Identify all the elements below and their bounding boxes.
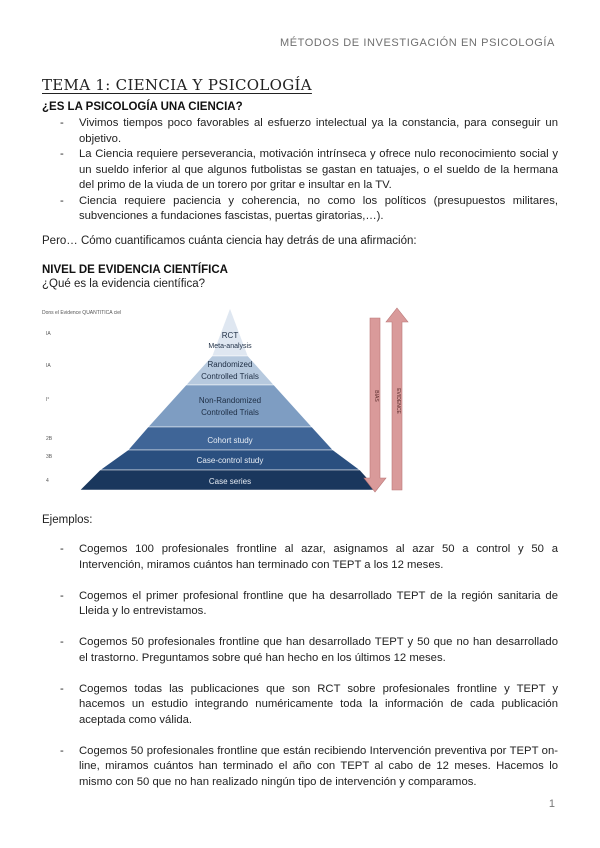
figure-caption: Dons el Evidence QUANTITICA ciel — [42, 310, 122, 316]
tier-label-rct: RCT — [221, 331, 239, 340]
examples-heading: Ejemplos: — [42, 514, 93, 526]
list-item: - Cogemos el primer profesional frontline que ha desarrollado TEPT de la región sanitaria de Lleida y lo entrevistamos. — [42, 589, 558, 620]
tier-sublabel-randomized: Controlled Trials — [201, 372, 259, 381]
level-code-5: 3B — [46, 454, 53, 460]
page-title: TEMA 1: CIENCIA Y PSICOLOGÍA — [42, 76, 312, 94]
level-code-1: IA — [46, 331, 51, 337]
section-heading-evidence: NIVEL DE EVIDENCIA CIENTÍFICA — [42, 264, 228, 276]
tier-sublabel-non-randomized: Controlled Trials — [201, 408, 259, 417]
level-code-4: 2B — [46, 436, 53, 442]
intro-bullet-list — [42, 116, 558, 225]
tier-label-case-series: Case series — [208, 477, 252, 486]
list-item: - La Ciencia requiere perseverancia, motivación intrínseca y ofrece nulo reconocimiento social y un sueldo inferior al que algunos futbolistas se gastan en tatuajes, o el sueldo de la hermana del primo de la viuda de un torero por gritar e insultar en la TV. — [42, 147, 558, 194]
list-item: - Cogemos 100 profesionales frontline al azar, asignamos al azar 50 a control y 50 a Intervención, miramos cuántos han terminado con TEPT a los 12 meses. — [42, 542, 558, 573]
tier-label-case-control: Case-control study — [196, 456, 264, 465]
page-number: 1 — [548, 798, 555, 810]
evidence-arrow-label: EVIDENCE — [395, 388, 401, 414]
level-code-3: I° — [46, 397, 50, 403]
level-code-2: IA — [46, 363, 51, 369]
list-item: - Ciencia requiere paciencia y coherencia, no como los políticos (presupuestos militares, subvenciones a fundaciones fascistas, puertas giratorias,…). — [42, 194, 558, 225]
list-item: - Cogemos 50 profesionales frontline que han desarrollado TEPT y 50 que no han desarrollado el trastorno. Preguntamos sobre qué han hecho en los últimos 12 meses. — [42, 635, 558, 666]
pyramid-tier-non-randomized — [148, 385, 312, 427]
tier-sublabel-rct: Meta-analysis — [208, 343, 252, 350]
tier-label-cohort: Cohort study — [207, 436, 253, 445]
bias-arrow-label: BIAS — [373, 390, 379, 402]
section-heading-science: ¿ES LA PSICOLOGÍA UNA CIENCIA? — [42, 101, 243, 113]
tier-label-randomized: Randomized — [207, 360, 253, 369]
list-item: - Cogemos todas las publicaciones que son RCT sobre profesionales frontline y TEPT y hacemos un estudio integrando numéricamente toda la información de cada publicación aceptada como válida. — [42, 682, 558, 729]
evidence-pyramid-figure — [42, 306, 412, 496]
closing-question: Pero… Cómo cuantificamos cuánta ciencia hay detrás de una afirmación: — [42, 235, 417, 247]
evidence-question: ¿Qué es la evidencia científica? — [42, 278, 206, 290]
list-item: - Vivimos tiempos poco favorables al esfuerzo intelectual ya la constancia, para conseguir un objetivo. — [42, 116, 558, 147]
tier-label-non-randomized: Non-Randomized — [198, 396, 262, 405]
examples-list — [42, 542, 558, 806]
running-header: MÉTODOS DE INVESTIGACIÓN EN PSICOLOGÍA — [279, 37, 555, 49]
bias-arrow-down-icon — [364, 318, 386, 492]
list-item: - Cogemos 50 profesionales frontline que están recibiendo Intervención preventiva por TEPT on-line, miramos cuántos han terminado el año con TEPT al cabo de 12 meses. Hacemos lo mismo con 50 que no han realizado ningún tipo de intervención y comparamos. — [42, 744, 558, 791]
level-code-6: 4 — [46, 478, 49, 484]
